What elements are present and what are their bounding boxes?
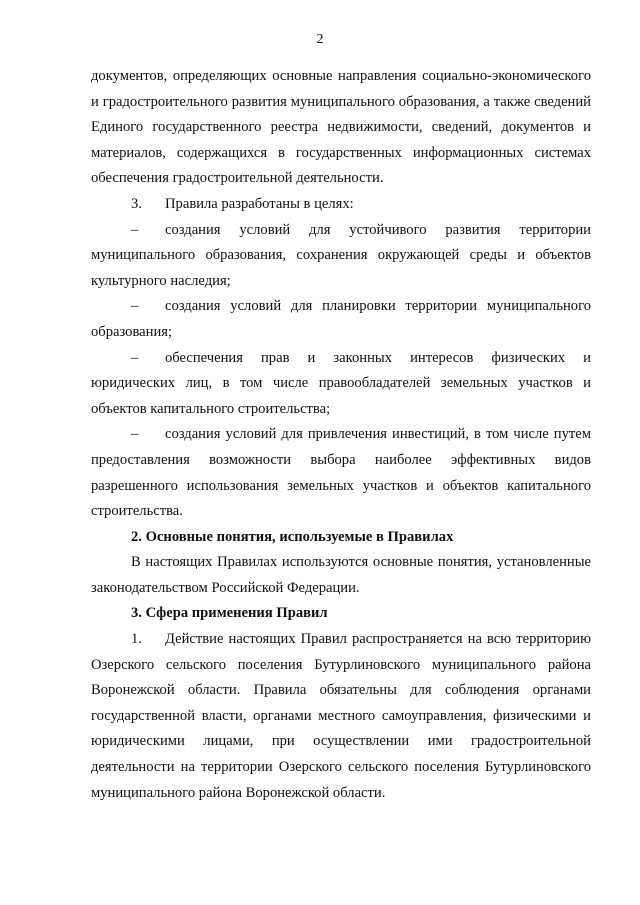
page-number: 2 bbox=[316, 32, 324, 47]
item-3-number: 3. bbox=[131, 195, 142, 212]
section-3-text: Действие настоящих Правил распространяется на всю территорию Озерского сельского поселения Бутурлиновского муниципального района Воронежской области. Правила обязательны для соблюдения органами государственной власти, органами местного самоуправления, физическими и юридическими лицами, при осуществлении ими градостроительной деятельности на территории Озерского сельского поселения Бутурлиновского муниципального района Воронежской области. bbox=[91, 631, 591, 801]
item-3-paragraph bbox=[91, 192, 591, 218]
section-3-item-number: 1. bbox=[131, 631, 142, 648]
goal-text-4: создания условий для привлечения инвестиций, в том числе путем предоставления возможности выбора наиболее эффективных видов разрешенного использования земельных участков и объектов капитального строительства. bbox=[91, 426, 591, 520]
goal-text-3: обеспечения прав и законных интересов физических и юридических лиц, в том числе правообладателей земельных участков и объектов капитального строительства; bbox=[91, 349, 591, 417]
item-3-text: Правила разработаны в целях: bbox=[165, 195, 354, 212]
goal-item-1 bbox=[91, 218, 591, 295]
section-3-paragraph bbox=[91, 627, 591, 806]
section-3-heading: 3. Сфера применения Правил bbox=[131, 605, 328, 622]
dash-marker: – bbox=[131, 221, 139, 238]
dash-marker: – bbox=[131, 426, 139, 443]
dash-marker: – bbox=[131, 298, 139, 315]
goal-text-1: создания условий для устойчивого развития территории муниципального образования, сохранения окружающей среды и объектов культурного наследия; bbox=[91, 221, 591, 289]
document-body bbox=[91, 64, 591, 806]
goal-item-3 bbox=[91, 346, 591, 423]
intro-continuation-paragraph: документов, определяющих основные направления социально-экономического и градостроительного развития муниципального образования, а также сведений Единого государственного реестра недвижимости, сведений, документов и материалов, содержащихся в государственных информационных системах обеспечения градостроительной деятельности. bbox=[91, 68, 591, 187]
section-2-heading: 2. Основные понятия, используемые в Правилах bbox=[131, 528, 454, 545]
dash-marker: – bbox=[131, 349, 139, 366]
goal-text-2: создания условий для планировки территории муниципального образования; bbox=[91, 298, 591, 340]
section-2-paragraph: В настоящих Правилах используются основные понятия, установленные законодательством Российской Федерации. bbox=[91, 554, 591, 596]
goal-item-2 bbox=[91, 294, 591, 345]
goal-item-4 bbox=[91, 422, 591, 524]
